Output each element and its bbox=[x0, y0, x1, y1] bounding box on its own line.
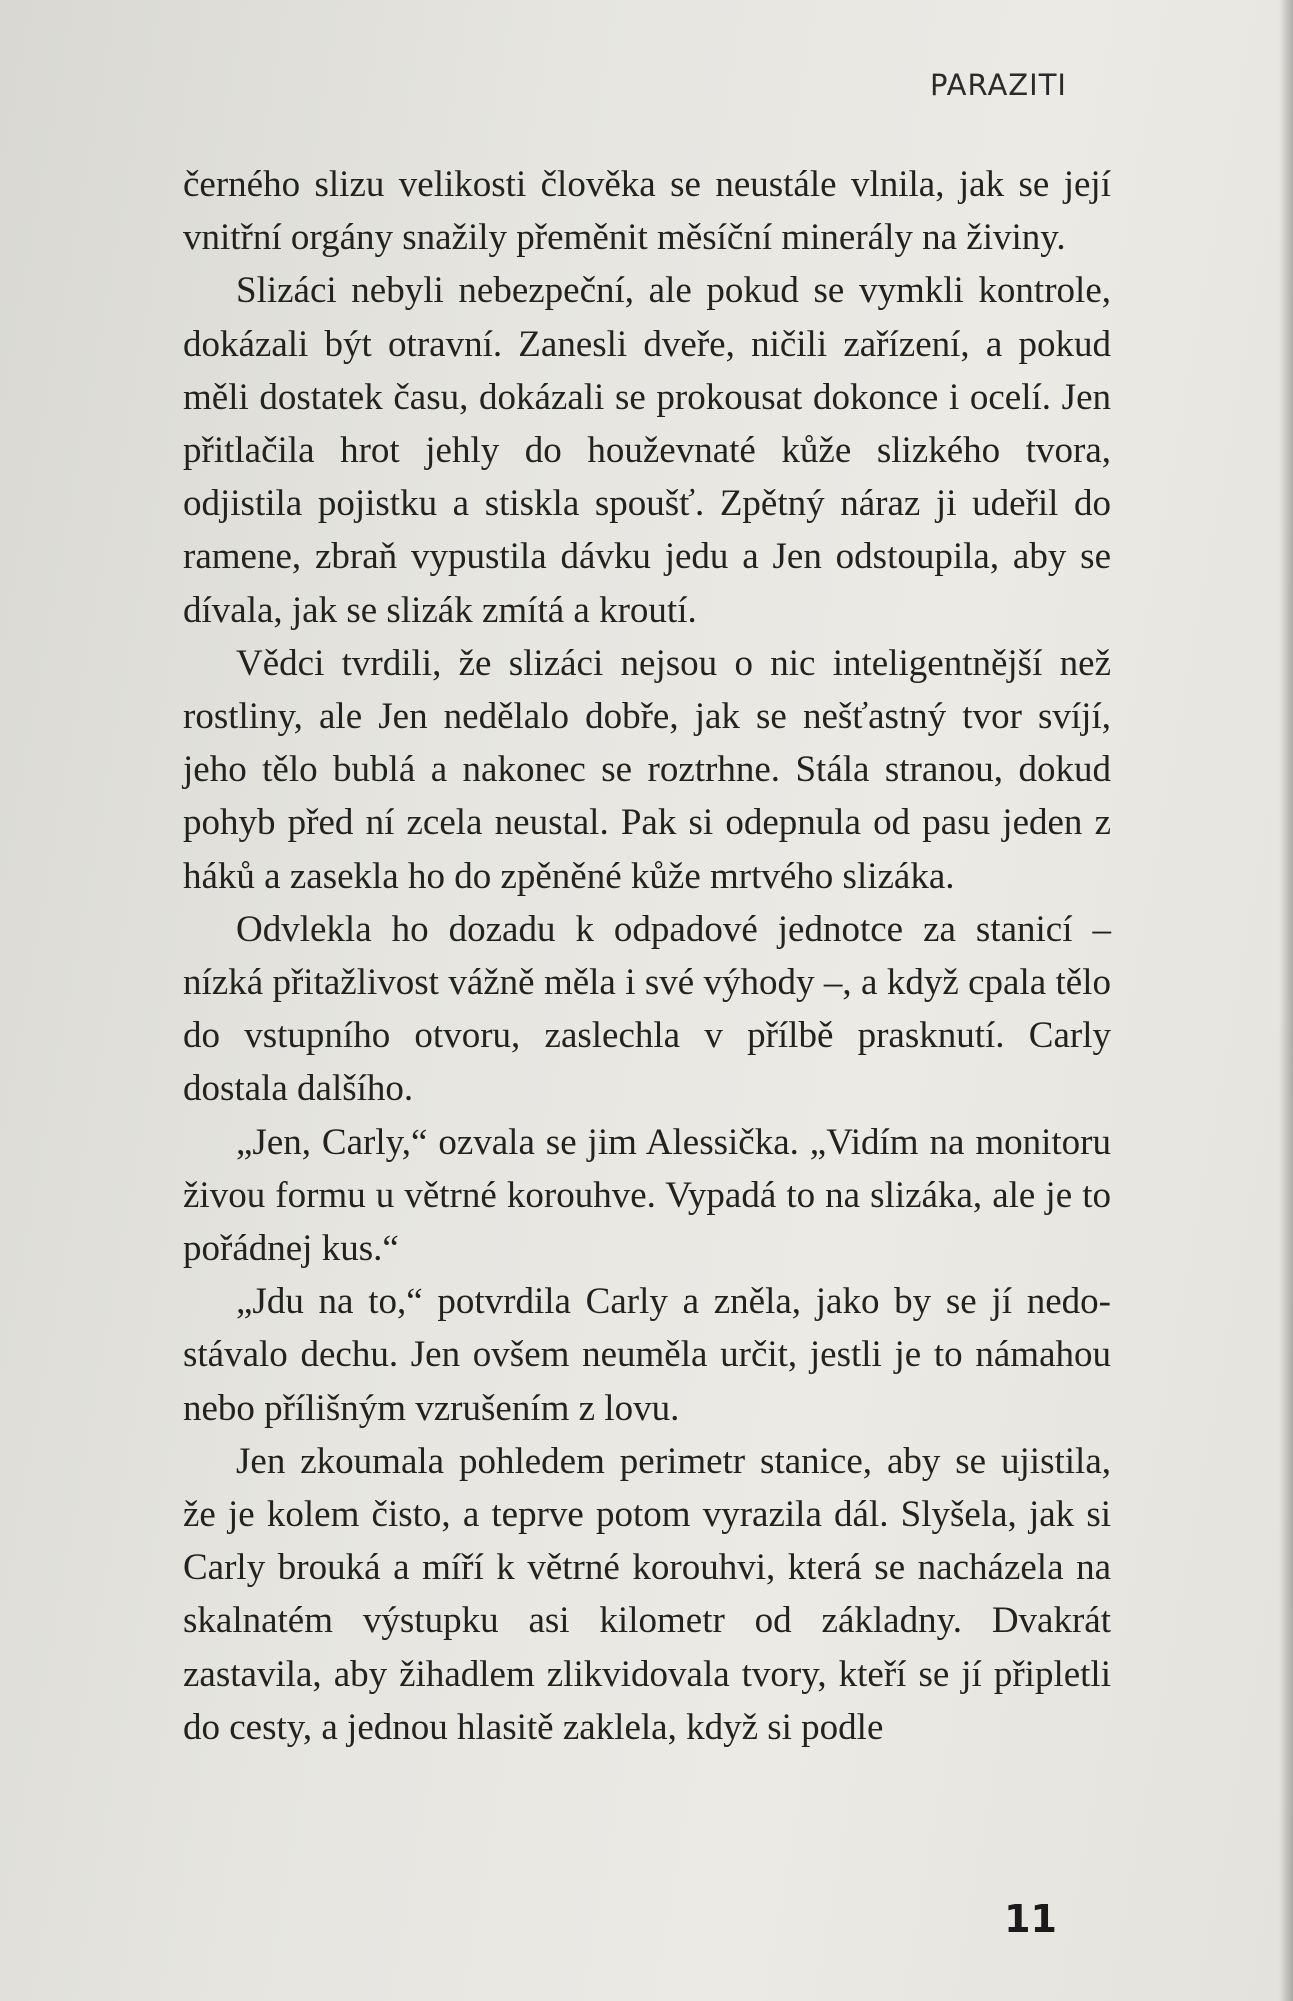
paragraph-1: černého slizu velikosti člověka se neustále vlnila, jak se její vnitřní orgány snažily přeměnit měsíční minerály na živiny. bbox=[183, 164, 1111, 259]
body-text bbox=[183, 158, 1111, 1754]
paragraph-7: Jen zkoumala pohledem perimetr stanice, aby se ujistila, že je kolem čisto, a teprve potom vyrazila dál. Slyšela, jak si Carly brouká a míří k větrné korouhvi, která se nacházela na skalnatém výstupku asi kilometr od základny. Dvakrát zastavila, aby žihadlem zlikvidovala tvory, kteří se jí připletli do cesty, a jednou hlasitě zaklela, když si podle bbox=[183, 1440, 1111, 1748]
page-edge-shadow bbox=[1279, 0, 1293, 2001]
paragraph-6: „Jdu na to,“ potvrdila Carly a zněla, jako by se jí nedostávalo dechu. Jen ovšem neuměla určit, jestli je to námahou nebo přílišným vzrušením z lovu. bbox=[183, 1281, 1111, 1429]
page-number: 11 bbox=[1004, 1897, 1057, 1941]
paragraph-4: Odvlekla ho dozadu k odpadové jednotce za stanicí – nízká přitažlivost vážně měla i své výhody –, a když cpala tělo do vstupního otvoru, zaslechla v přílbě prasknutí. Carly dostala dalšího. bbox=[183, 908, 1111, 1110]
paragraph-2: Slizáci nebyli nebezpeční, ale pokud se vymkli kontrole, dokázali být otravní. Zanesli dveře, ničili zařízení, a pokud měli dostatek času, dokázali se prokousat dokonce i ocelí. Jen přitlačila hrot jehly do houževnaté kůže slizkého tvora, odjistila pojistku a stiskla spoušť. Zpětný náraz ji udeřil do ramene, zbraň vypustila dávku jedu a Jen odstoupila, aby se dívala, jak se slizák zmítá a kroutí. bbox=[183, 270, 1111, 631]
paragraph-3: Vědci tvrdili, že slizáci nejsou o nic inteligentnější než rostliny, ale Jen nedělalo dobře, jak se nešťastný tvor svíjí, jeho tělo bublá a nakonec se roztrhne. Stála stranou, dokud pohyb před ní zcela neustal. Pak si odepnula od pasu jeden z háků a zasekla ho do zpěněné kůže mrtvého slizáka. bbox=[183, 642, 1111, 897]
paragraph-5: „Jen, Carly,“ ozvala se jim Alessička. „Vidím na monitoru živou formu u větrné korouhve. Vypadá to na slizáka, ale je to pořádnej kus.“ bbox=[183, 1121, 1111, 1270]
running-head: PARAZITI bbox=[930, 68, 1067, 102]
